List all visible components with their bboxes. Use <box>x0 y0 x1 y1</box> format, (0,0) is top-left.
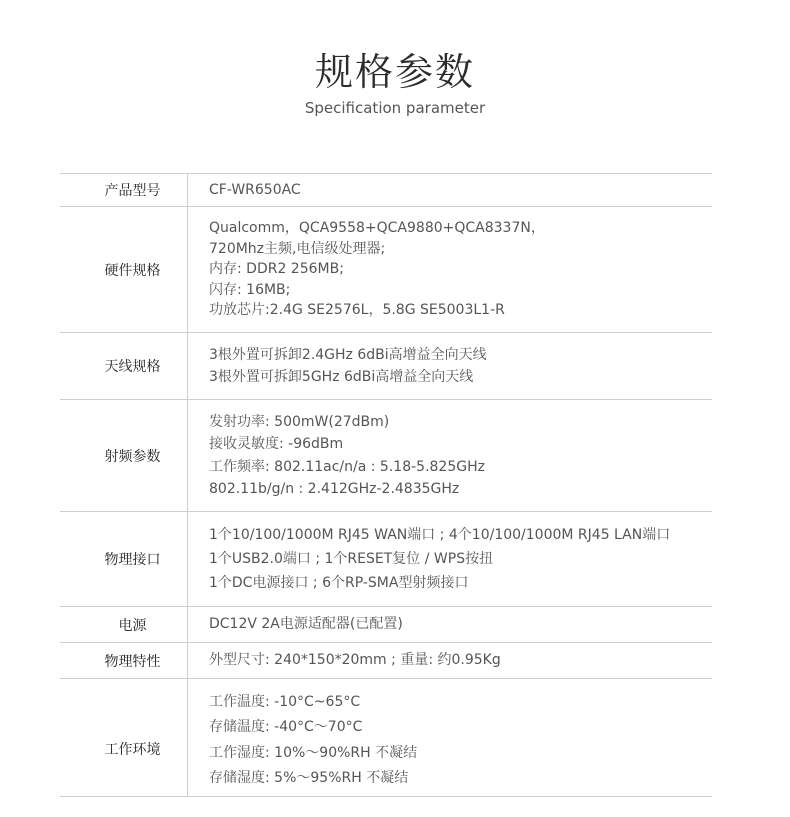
row-label: 物理接口 <box>104 552 161 568</box>
row-value-line: 存储湿度: 5%～95%RH 不凝结 <box>209 770 409 786</box>
row-value-line: 1个10/100/1000M RJ45 WAN端口 ; 4个10/100/1000M RJ45 LAN端口 <box>209 527 671 543</box>
row-value-line: 发射功率: 500mW(27dBm) <box>209 413 390 430</box>
row-value-line: 802.11b/g/n : 2.412GHz-2.4835GHz <box>209 481 460 497</box>
page-subtitle: Specification parameter <box>304 99 486 117</box>
spec-row-interfaces <box>60 512 712 607</box>
spec-row-power <box>60 607 712 643</box>
row-label: 射频参数 <box>104 448 161 465</box>
row-label: 电源 <box>118 617 147 634</box>
row-label: 工作环境 <box>104 741 161 758</box>
row-value-line: 3根外置可拆卸2.4GHz 6dBi高增益全向天线 <box>209 347 487 363</box>
row-value-line: 外型尺寸: 240*150*20mm ; 重量: 约0.95Kg <box>209 652 501 668</box>
row-value-line: 内存: DDR2 256MB; <box>209 261 344 278</box>
spec-row-physical <box>60 643 712 679</box>
spec-row-antenna <box>60 333 712 400</box>
row-label: 物理特性 <box>104 653 161 670</box>
row-value-line: 3根外置可拆卸5GHz 6dBi高增益全向天线 <box>209 369 474 385</box>
row-value-line: 接收灵敏度: -96dBm <box>209 436 344 452</box>
row-label: 产品型号 <box>104 183 161 199</box>
row-label: 天线规格 <box>104 359 161 375</box>
row-value-line: 1个DC电源接口 ; 6个RP-SMA型射频接口 <box>209 575 469 591</box>
spec-table <box>60 173 712 797</box>
page-title: 规格参数 <box>314 50 475 94</box>
spec-row-rf <box>60 400 712 512</box>
row-value-line: CF-WR650AC <box>209 182 301 198</box>
row-value-line: 功放芯片:2.4G SE2576L，5.8G SE5003L1-R <box>209 302 505 319</box>
row-value-line: Qualcomm，QCA9558+QCA9880+QCA8337N， <box>209 220 545 237</box>
row-value-line: 闪存: 16MB; <box>209 281 291 298</box>
spec-row-hardware <box>60 207 712 333</box>
spec-row-environment <box>60 679 712 797</box>
row-value-line: 工作湿度: 10%～90%RH 不凝结 <box>209 744 418 761</box>
row-value-line: 工作温度: -10°C~65°C <box>209 693 361 710</box>
row-value-line: 存储温度: -40°C～70°C <box>209 719 363 735</box>
row-label: 硬件规格 <box>104 262 161 279</box>
spec-row-model <box>60 174 712 207</box>
row-value-line: 工作频率: 802.11ac/n/a : 5.18-5.825GHz <box>209 458 485 475</box>
row-value-line: 720Mhz主频,电信级处理器; <box>209 240 386 257</box>
row-value-line: DC12V 2A电源适配器(已配置) <box>209 616 403 632</box>
row-value-line: 1个USB2.0端口 ; 1个RESET复位 / WPS按扭 <box>209 551 494 567</box>
